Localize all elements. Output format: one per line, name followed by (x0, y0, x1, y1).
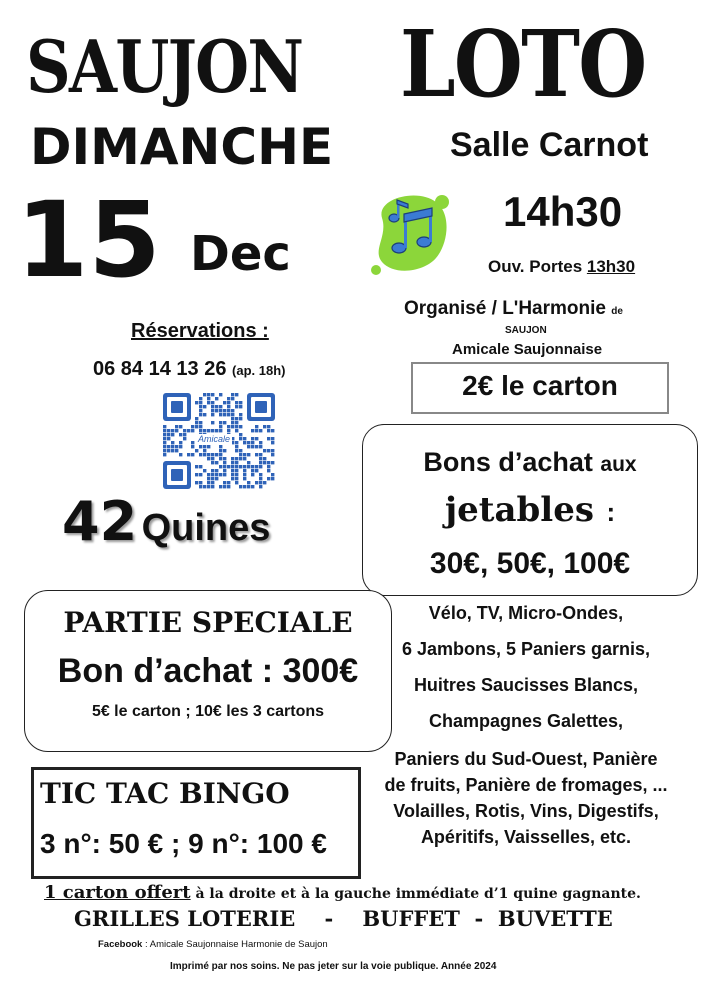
notice-line: Imprimé par nos soins. Ne pas jeter sur la voie publique. Année 2024 (170, 961, 497, 972)
reservations-phone (93, 356, 286, 384)
vouchers-colon: : (606, 497, 616, 527)
prize-line: Volailles, Rotis, Vins, Digestifs, (393, 801, 659, 821)
qr-caption: Amicale (198, 434, 231, 444)
special-prize: Bon d’achat : 300€ (57, 652, 359, 690)
special-box (24, 590, 392, 752)
extras-line: GRILLES LOTERIE - BUFFET - BUVETTE (74, 906, 613, 931)
offer-line (44, 880, 641, 907)
offer-underlined: 1 carton offert (44, 882, 191, 903)
prizes-list (366, 600, 686, 850)
date-month: Dec (190, 226, 291, 282)
vouchers-small: aux (600, 453, 637, 476)
prize-line: Apéritifs, Vaisselles, etc. (420, 827, 632, 847)
organizer-line1 (404, 296, 623, 325)
organizer-line3: Amicale Saujonnaise (452, 341, 603, 358)
town-title: SAUJON (26, 24, 303, 109)
vouchers-amounts: 30€, 50€, 100€ (429, 547, 631, 580)
bingo-prizes: 3 n°: 50 € ; 9 n°: 100 € (40, 828, 327, 859)
prize-line: Champagnes Galettes, (428, 711, 624, 731)
prize-line: de fruits, Panière de fromages, ... (384, 775, 668, 795)
prize-line: 6 Jambons, 5 Paniers garnis, (401, 639, 651, 659)
reservations-label: Réservations : (131, 320, 269, 342)
event-title: LOTO (400, 10, 646, 118)
vouchers-box (362, 424, 698, 596)
phone-note: (ap. 18h) (232, 363, 286, 378)
organizer-small: de (611, 306, 623, 317)
special-title: PARTIE SPECIALE (63, 606, 353, 639)
quines-count: 42 (62, 490, 138, 553)
facebook-text: : Amicale Saujonnaise Harmonie de Saujon (142, 939, 328, 950)
facebook-line (98, 938, 328, 952)
bingo-box (31, 767, 361, 879)
quines (62, 490, 270, 568)
organizer-line2: SAUJON (505, 325, 547, 336)
prize-line: Vélo, TV, Micro-Ondes, (428, 603, 624, 623)
music-notes-icon (370, 192, 450, 278)
vouchers-jetables: jetables (444, 490, 594, 530)
date-number: 15 (16, 179, 161, 301)
vouchers-line2 (363, 488, 697, 539)
price-label: 2€ le carton (462, 370, 618, 401)
organizer-main: Organisé / L'Harmonie (404, 298, 606, 319)
vouchers-main: Bons d’achat (423, 447, 593, 477)
doors-prefix: Ouv. Portes (488, 257, 587, 276)
prize-line: Huitres Saucisses Blancs, (413, 675, 639, 695)
price-box (411, 362, 669, 414)
vouchers-line1 (363, 445, 697, 482)
doors-open (488, 256, 635, 278)
start-time: 14h30 (503, 188, 623, 235)
special-pricing: 5€ le carton ; 10€ les 3 cartons (91, 703, 325, 720)
bingo-title: TIC TAC BINGO (40, 777, 290, 810)
facebook-label: Facebook (98, 939, 143, 950)
offer-rest: à la droite et à la gauche immédiate d’1 quine gagnante. (190, 886, 641, 902)
day-label: DIMANCHE (30, 118, 334, 176)
prize-line: Paniers du Sud-Ouest, Panière (394, 749, 658, 769)
quines-label: Quines (141, 507, 271, 549)
doors-time: 13h30 (586, 257, 636, 276)
venue-label: Salle Carnot (450, 126, 649, 164)
phone-number: 06 84 14 13 26 (93, 358, 227, 380)
